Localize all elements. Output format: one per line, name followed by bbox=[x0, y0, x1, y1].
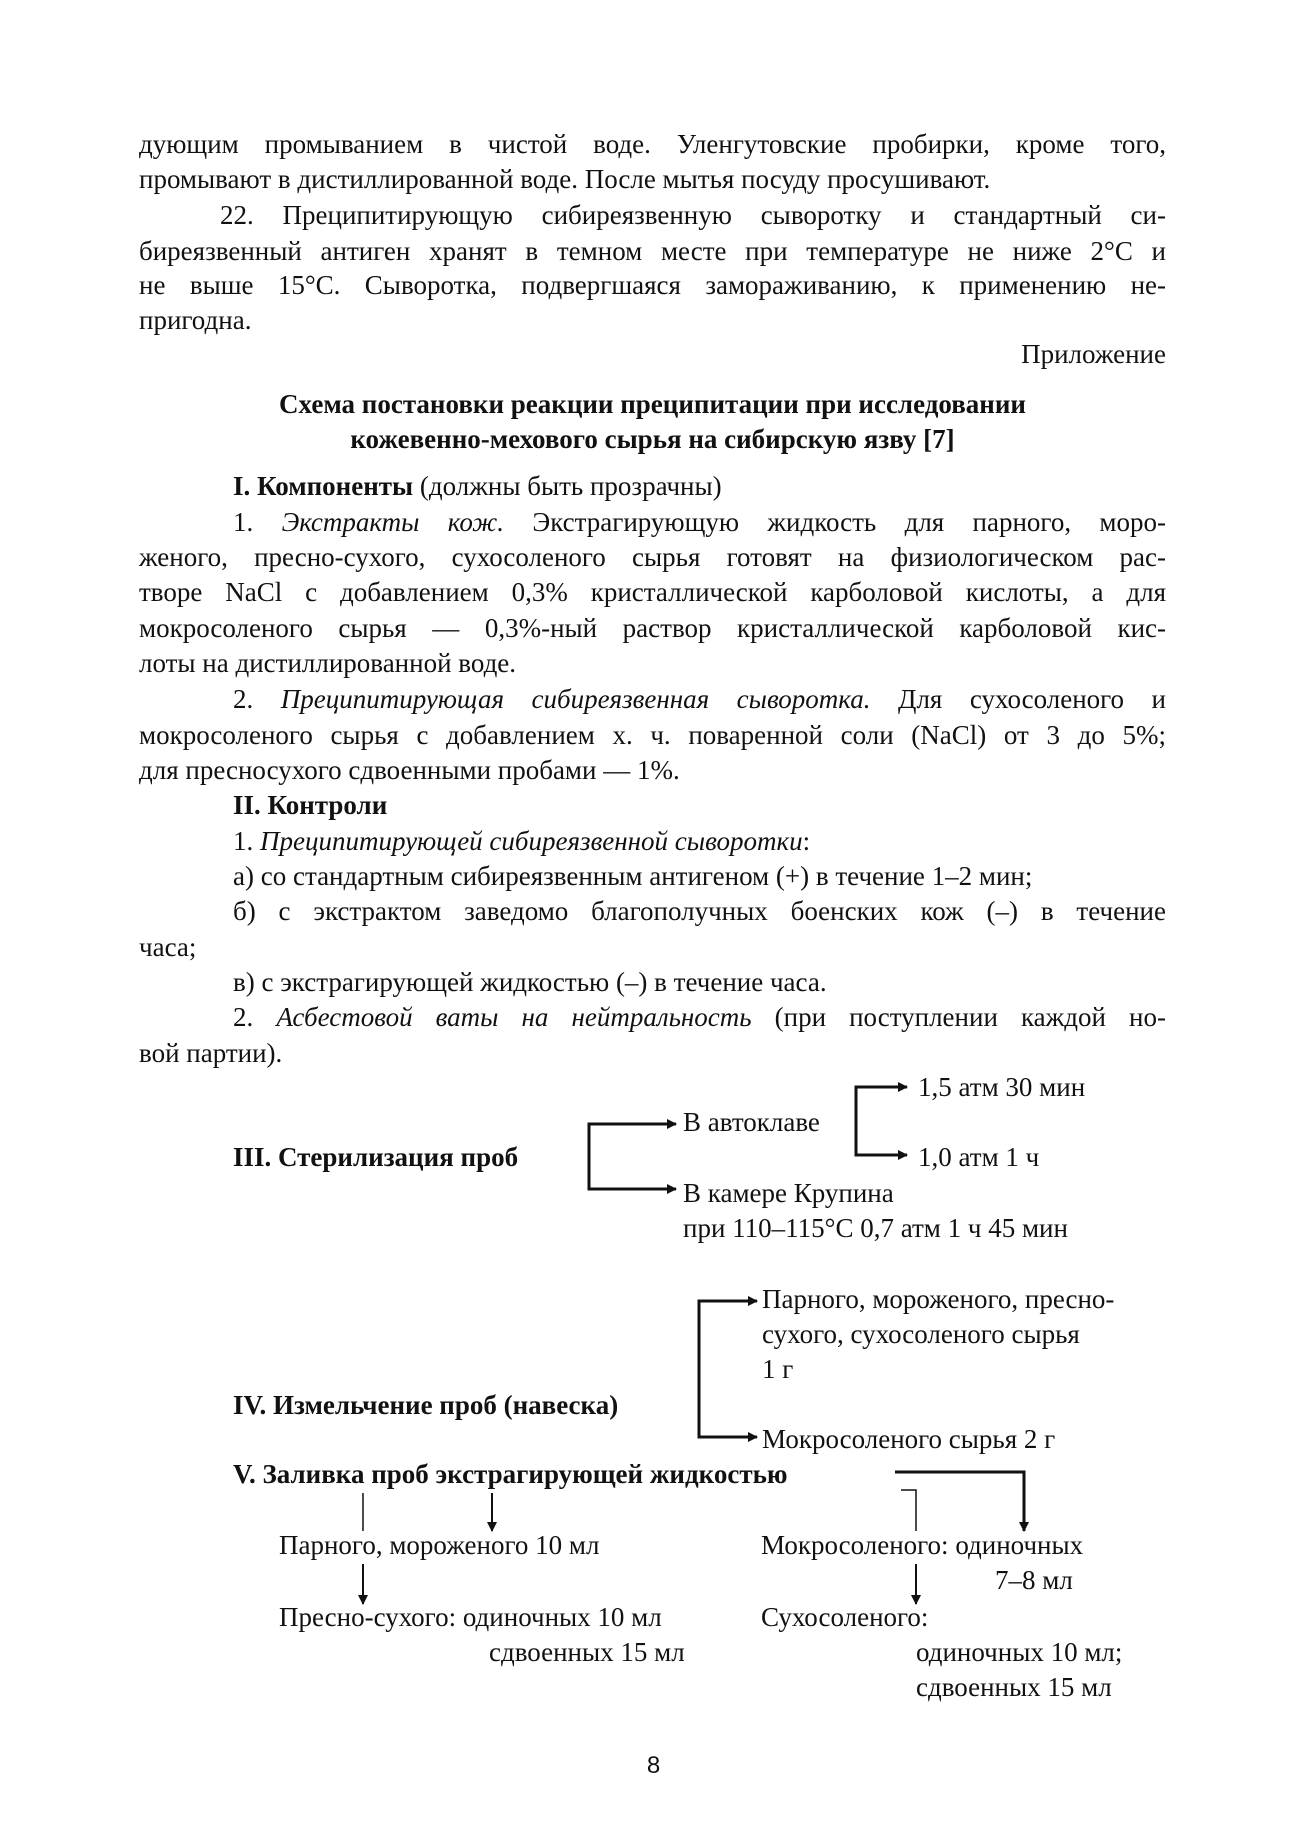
text-line: не выше 15°С. Сыворотка, подвергшаяся замораживанию, к применению не- bbox=[139, 270, 1166, 300]
pressure-option: 1,5 атм 30 мин bbox=[918, 1072, 1086, 1102]
fill-wet-salted: Мокросоленого: одиночных bbox=[761, 1530, 1084, 1560]
autoclave-label: В автоклаве bbox=[683, 1107, 820, 1137]
text-line: лоты на дистиллированной воде. bbox=[139, 648, 517, 678]
mincing-option: Парного, мороженого, пресно- bbox=[762, 1284, 1115, 1314]
text: Экстрагирующую жидкость для парного, моро- bbox=[504, 507, 1166, 537]
arrow-mincing bbox=[699, 1301, 757, 1437]
text-line: женого, пресно-сухого, сухосоленого сырья готовят на физиологическом рас- bbox=[139, 542, 1166, 572]
arrow-autoclave bbox=[589, 1124, 676, 1189]
text-line: мокросоленого сырья — 0,3%-ный раствор кристаллической карболовой кис- bbox=[139, 613, 1166, 643]
section5-heading: V. Заливка проб экстрагирующей жидкостью bbox=[233, 1459, 788, 1489]
line-wet-salted bbox=[901, 1490, 916, 1531]
num: 2. bbox=[233, 684, 281, 714]
mincing-option: Мокросоленого сырья 2 г bbox=[762, 1424, 1056, 1454]
chamber-label: В камере Крупина bbox=[683, 1178, 894, 1208]
text-line: дующим промыванием в чистой воде. Уленгутовские пробирки, кроме того, bbox=[139, 129, 1166, 159]
mincing-option: 1 г bbox=[762, 1354, 794, 1384]
text-line: мокросоленого сырья с добавлением х. ч. поваренной соли (NaCl) от 3 до 5%; bbox=[139, 720, 1166, 750]
num: 2. bbox=[233, 1002, 277, 1032]
title-line: кожевенно-мехового сырья на сибирскую язву [7] bbox=[350, 424, 955, 454]
list-item: б) с экстрактом заведомо благополучных боенских кож (–) в течение bbox=[233, 896, 1166, 926]
pressure-option: 1,0 атм 1 ч bbox=[918, 1142, 1040, 1172]
text: : bbox=[802, 826, 811, 856]
section4-heading: IV. Измельчение проб (навеска) bbox=[233, 1390, 619, 1420]
text-line: биреязвенный антиген хранят в темном месте при температуре не ниже 2°С и bbox=[139, 236, 1166, 266]
text: (при поступлении каждой но- bbox=[751, 1002, 1166, 1032]
fill-dry-salted-single: одиночных 10 мл; bbox=[916, 1637, 1123, 1667]
num: 1. bbox=[233, 826, 260, 856]
fill-fresh: Парного, мороженого 10 мл bbox=[279, 1530, 600, 1560]
section3-heading: III. Стерилизация проб bbox=[233, 1142, 519, 1172]
text-line: для пресносухого сдвоенными пробами — 1%. bbox=[139, 755, 680, 785]
fill-dry-fresh: Пресно-сухого: одиночных 10 мл bbox=[279, 1602, 662, 1632]
mincing-option: сухого, сухосоленого сырья bbox=[762, 1319, 1080, 1349]
text-line: творе NaCl с добавлением 0,3% кристаллической карболовой кислоты, а для bbox=[139, 577, 1166, 607]
page-number: 8 bbox=[646, 1752, 661, 1779]
italic-term: Преципитирующей сибиреязвенной сыворотки bbox=[260, 826, 803, 856]
text-line: пригодна. bbox=[139, 305, 252, 335]
appendix-label: Приложение bbox=[1021, 339, 1166, 369]
italic-term: Асбестовой ваты на нейтральность bbox=[276, 1002, 752, 1032]
list-item: а) со стандартным сибиреязвенным антигеном (+) в течение 1–2 мин; bbox=[233, 861, 1033, 891]
section2-heading: II. Контроли bbox=[233, 790, 388, 820]
text-line: 22. Преципитирующую сибиреязвенную сыворотку и стандартный си- bbox=[220, 200, 1166, 230]
text: Для сухосоленого и bbox=[870, 684, 1166, 714]
arrow-pressure bbox=[856, 1087, 907, 1155]
fill-dry-salted-double: сдвоенных 15 мл bbox=[916, 1672, 1112, 1702]
arrow-wet-salted-amount bbox=[895, 1472, 1024, 1531]
list-item: в) с экстрагирующей жидкостью (–) в течение часа. bbox=[233, 967, 827, 997]
text-line: вой партии). bbox=[139, 1038, 283, 1068]
fill-dry-salted: Сухосоленого: bbox=[761, 1602, 929, 1632]
list-item: часа; bbox=[139, 932, 197, 962]
num: 1. bbox=[233, 507, 282, 537]
section1-note: (должны быть прозрачны) bbox=[413, 471, 722, 501]
section1-heading: I. Компоненты bbox=[233, 471, 414, 501]
text-line: промывают в дистиллированной воде. После мытья посуду просушивают. bbox=[139, 164, 991, 194]
italic-term: Экстракты кож. bbox=[281, 507, 505, 537]
italic-term: Преципитирующая сибиреязвенная сыворотка. bbox=[280, 684, 871, 714]
fill-wet-salted-amount: 7–8 мл bbox=[995, 1565, 1073, 1595]
title-line: Схема постановки реакции преципитации при исследовании bbox=[279, 389, 1026, 419]
fill-dry-fresh-double: сдвоенных 15 мл bbox=[489, 1637, 685, 1667]
chamber-detail: при 110–115°С 0,7 атм 1 ч 45 мин bbox=[683, 1213, 1068, 1243]
